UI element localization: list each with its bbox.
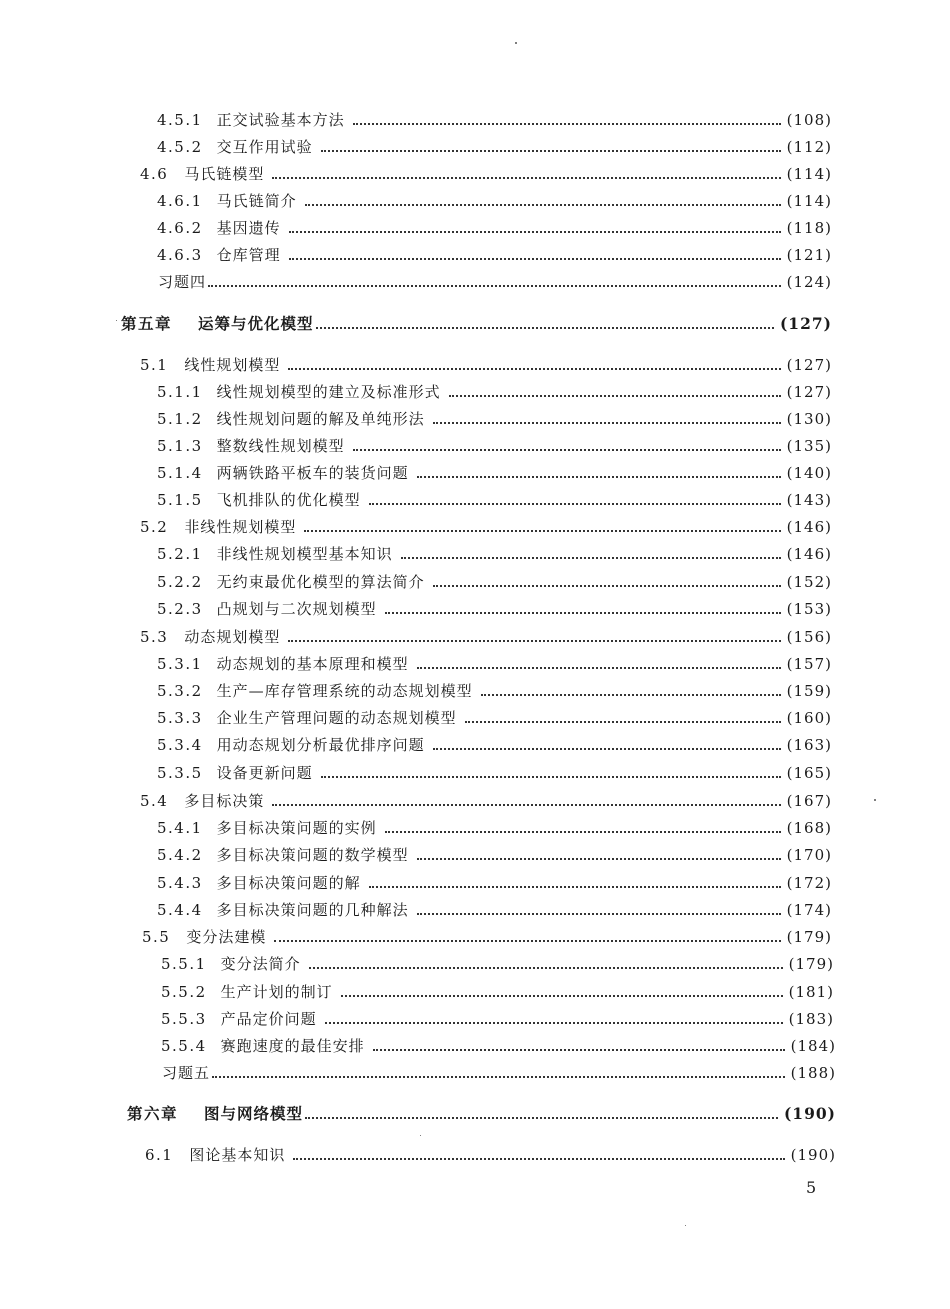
- dot-leader: [304, 529, 780, 532]
- toc-entry: [145, 1145, 836, 1165]
- toc-entry-page: (179): [788, 955, 834, 973]
- toc-entry: [157, 463, 832, 483]
- dot-leader: [417, 857, 781, 860]
- toc-entry-number: 5.3.2: [157, 682, 203, 700]
- toc-entry: [157, 900, 832, 920]
- toc-entry: [140, 355, 832, 375]
- dot-leader: [309, 966, 783, 969]
- dot-leader: [321, 149, 781, 152]
- toc-chapter-entry: [127, 1104, 836, 1124]
- toc-chapter-number: 第六章: [127, 1104, 179, 1123]
- toc-entry-page: (124): [786, 273, 832, 291]
- toc-entry-number: 5.5.2: [161, 983, 207, 1001]
- toc-entry-page: (121): [786, 246, 832, 264]
- toc-entry-page: (114): [786, 192, 832, 210]
- dot-leader: [212, 1075, 785, 1078]
- toc-entry-page: (108): [786, 111, 832, 129]
- toc-entry-title: 多目标决策问题的解: [216, 874, 361, 892]
- toc-entry-page: (167): [786, 792, 832, 810]
- toc-entry-title: 生产—库存管理系统的动态规划模型: [216, 682, 473, 700]
- toc-entry-number: 5.5.4: [161, 1037, 207, 1055]
- toc-entry-number: 5.5.3: [161, 1010, 207, 1028]
- toc-entry: [162, 1063, 836, 1083]
- toc-entry-page: (152): [786, 573, 832, 591]
- toc-chapter-entry: [121, 314, 832, 334]
- toc-entry-page: (127): [779, 314, 832, 333]
- dot-leader: [272, 176, 780, 179]
- toc-entry-title: 多目标决策问题的几种解法: [216, 901, 409, 919]
- dot-leader: [369, 502, 781, 505]
- toc-entry-page: (159): [786, 682, 832, 700]
- toc-entry-title: 线性规划模型的建立及标准形式: [216, 383, 441, 401]
- dot-leader: [353, 448, 781, 451]
- toc-entry-page: (183): [788, 1010, 834, 1028]
- toc-entry-number: 5.3: [140, 628, 169, 646]
- dot-leader: [433, 421, 781, 424]
- toc-entry: [157, 490, 832, 510]
- toc-entry: [157, 382, 832, 402]
- toc-entry-title: 设备更新问题: [216, 764, 313, 782]
- dot-leader: [465, 720, 781, 723]
- toc-entry-page: (181): [788, 983, 834, 1001]
- dot-leader: [316, 326, 774, 329]
- toc-entry-number: 5.1.4: [157, 464, 203, 482]
- toc-entry-page: (168): [786, 819, 832, 837]
- toc-entry-number: 5.4.1: [157, 819, 203, 837]
- toc-entry-title: 线性规划问题的解及单纯形法: [216, 410, 425, 428]
- dot-leader: [293, 1157, 784, 1160]
- toc-entry-page: (153): [786, 600, 832, 618]
- toc-entry: [157, 409, 832, 429]
- toc-entry-title: 多目标决策: [184, 792, 265, 810]
- toc-entry-page: (135): [786, 437, 832, 455]
- dot-leader: [289, 230, 781, 233]
- toc-entry-number: 6.1: [145, 1146, 174, 1164]
- toc-entry-title: 交互作用试验: [216, 138, 313, 156]
- toc-entry-page: (146): [786, 518, 832, 536]
- scan-speck: [116, 320, 117, 321]
- dot-leader: [353, 122, 781, 125]
- dot-leader: [272, 803, 780, 806]
- dot-leader: [369, 885, 781, 888]
- toc-entry-title: 变分法简介: [220, 955, 301, 973]
- toc-entry-page: (172): [786, 874, 832, 892]
- toc-entry-page: (143): [786, 491, 832, 509]
- toc-entry: [140, 791, 832, 811]
- toc-entry-number: 5.4.2: [157, 846, 203, 864]
- toc-chapter-number: 第五章: [121, 314, 173, 333]
- toc-entry-title: 线性规划模型: [184, 356, 281, 374]
- toc-entry: [157, 599, 832, 619]
- dot-leader: [373, 1048, 785, 1051]
- toc-entry-number: 4.6.1: [157, 192, 203, 210]
- toc-entry-title: 习题四: [158, 273, 207, 291]
- toc-entry-page: (130): [786, 410, 832, 428]
- toc-entry: [157, 572, 832, 592]
- toc-entry: [140, 517, 832, 537]
- toc-entry: [157, 436, 832, 456]
- dot-leader: [481, 693, 781, 696]
- toc-entry-title: 仓库管理: [216, 246, 281, 264]
- toc-entry-title: 变分法建模: [186, 928, 267, 946]
- toc-entry: [157, 735, 832, 755]
- dot-leader: [449, 394, 781, 397]
- toc-entry-number: 5.2: [140, 518, 169, 536]
- page-number: 5: [806, 1178, 817, 1197]
- toc-entry-number: 5.1.5: [157, 491, 203, 509]
- toc-entry-number: 5.2.2: [157, 573, 203, 591]
- toc-entry-page: (156): [786, 628, 832, 646]
- toc-entry: [157, 845, 832, 865]
- dot-leader: [433, 747, 781, 750]
- dot-leader: [305, 203, 781, 206]
- toc-entry-title: 飞机排队的优化模型: [216, 491, 361, 509]
- toc-entry-title: 习题五: [162, 1064, 211, 1082]
- dot-leader: [288, 639, 780, 642]
- toc-entry-page: (118): [786, 219, 832, 237]
- toc-entry-page: (127): [786, 383, 832, 401]
- dot-leader: [321, 775, 781, 778]
- dot-leader: [341, 994, 783, 997]
- toc-entry: [158, 272, 832, 292]
- toc-entry: [161, 954, 834, 974]
- toc-entry: [157, 681, 832, 701]
- toc-entry-number: 4.6.2: [157, 219, 203, 237]
- toc-entry-number: 5.1: [140, 356, 169, 374]
- toc-entry-number: 5.1.2: [157, 410, 203, 428]
- toc-entry: [157, 218, 832, 238]
- dot-leader: [385, 611, 781, 614]
- toc-entry-number: 5.2.3: [157, 600, 203, 618]
- toc-entry-number: 5.3.4: [157, 736, 203, 754]
- toc-entry-title: 企业生产管理问题的动态规划模型: [216, 709, 457, 727]
- toc-entry-number: 4.5.1: [157, 111, 203, 129]
- toc-entry-title: 马氏链简介: [216, 192, 297, 210]
- toc-entry-title: 产品定价问题: [220, 1010, 317, 1028]
- toc-entry-title: 凸规划与二次规划模型: [216, 600, 377, 618]
- dot-leader: [385, 830, 781, 833]
- toc-entry: [140, 627, 832, 647]
- toc-entry-page: (112): [786, 138, 832, 156]
- toc-entry: [157, 110, 832, 130]
- toc-entry: [142, 927, 832, 947]
- toc-entry-number: 5.5: [142, 928, 171, 946]
- toc-entry-page: (179): [786, 928, 832, 946]
- toc-entry-page: (114): [786, 165, 832, 183]
- toc-entry-page: (190): [790, 1146, 836, 1164]
- toc-entry-title: 动态规划模型: [184, 628, 281, 646]
- toc-entry-number: 4.6.3: [157, 246, 203, 264]
- toc-entry-number: 5.2.1: [157, 545, 203, 563]
- toc-entry-page: (160): [786, 709, 832, 727]
- scan-speck: [420, 1135, 421, 1136]
- dot-leader: [401, 556, 781, 559]
- toc-entry: [157, 763, 832, 783]
- toc-entry-number: 5.4: [140, 792, 169, 810]
- toc-entry-title: 整数线性规划模型: [216, 437, 345, 455]
- dot-leader: [274, 939, 780, 942]
- toc-entry-title: 两辆铁路平板车的装货问题: [216, 464, 409, 482]
- toc-entry-number: 4.6: [140, 165, 169, 183]
- toc-entry: [157, 654, 832, 674]
- toc-chapter-title: 运筹与优化模型: [198, 314, 314, 333]
- dot-leader: [288, 367, 780, 370]
- toc-entry-number: 5.1.1: [157, 383, 203, 401]
- toc-entry-number: 4.5.2: [157, 138, 203, 156]
- dot-leader: [417, 475, 781, 478]
- toc-entry-number: 5.5.1: [161, 955, 207, 973]
- dot-leader: [289, 257, 781, 260]
- toc-entry-title: 图论基本知识: [189, 1146, 286, 1164]
- toc-entry-number: 5.1.3: [157, 437, 203, 455]
- toc-entry-title: 非线性规划模型基本知识: [216, 545, 393, 563]
- toc-entry-page: (140): [786, 464, 832, 482]
- toc-entry-page: (170): [786, 846, 832, 864]
- dot-leader: [433, 584, 781, 587]
- toc-entry-number: 5.3.5: [157, 764, 203, 782]
- toc-entry: [157, 873, 832, 893]
- toc-entry-page: (190): [783, 1104, 836, 1123]
- toc-entry-title: 无约束最优化模型的算法简介: [216, 573, 425, 591]
- scan-speck: [515, 42, 517, 44]
- toc-entry: [161, 1036, 836, 1056]
- dot-leader: [305, 1116, 778, 1119]
- scan-speck: [685, 1225, 686, 1226]
- toc-entry: [157, 544, 832, 564]
- toc-chapter-title: 图与网络模型: [204, 1104, 304, 1123]
- toc-entry-number: 5.3.1: [157, 655, 203, 673]
- toc-entry-title: 赛跑速度的最佳安排: [220, 1037, 365, 1055]
- toc-entry-page: (163): [786, 736, 832, 754]
- toc-entry-title: 多目标决策问题的实例: [216, 819, 377, 837]
- toc-entry: [161, 982, 834, 1002]
- toc-entry-page: (188): [790, 1064, 836, 1082]
- toc-entry-title: 基因遗传: [216, 219, 281, 237]
- toc-entry: [157, 137, 832, 157]
- toc-entry-page: (146): [786, 545, 832, 563]
- toc-entry-page: (127): [786, 356, 832, 374]
- toc-entry-page: (165): [786, 764, 832, 782]
- toc-entry: [157, 191, 832, 211]
- toc-entry-page: (184): [790, 1037, 836, 1055]
- toc-entry-title: 生产计划的制订: [220, 983, 333, 1001]
- toc-entry-title: 非线性规划模型: [184, 518, 297, 536]
- toc-entry-title: 用动态规划分析最优排序问题: [216, 736, 425, 754]
- toc-entry-number: 5.4.4: [157, 901, 203, 919]
- scan-speck: [874, 799, 876, 801]
- toc-entry: [157, 708, 832, 728]
- toc-entry: [140, 164, 832, 184]
- toc-entry: [157, 245, 832, 265]
- toc-entry-page: (157): [786, 655, 832, 673]
- toc-entry-page: (174): [786, 901, 832, 919]
- toc-entry-number: 5.4.3: [157, 874, 203, 892]
- toc-entry-title: 动态规划的基本原理和模型: [216, 655, 409, 673]
- toc-entry-title: 多目标决策问题的数学模型: [216, 846, 409, 864]
- dot-leader: [325, 1021, 783, 1024]
- toc-entry: [157, 818, 832, 838]
- toc-entry-number: 5.3.3: [157, 709, 203, 727]
- dot-leader: [417, 666, 781, 669]
- dot-leader: [417, 912, 781, 915]
- toc-entry-title: 正交试验基本方法: [216, 111, 345, 129]
- dot-leader: [208, 284, 781, 287]
- toc-entry: [161, 1009, 834, 1029]
- toc-entry-title: 马氏链模型: [184, 165, 265, 183]
